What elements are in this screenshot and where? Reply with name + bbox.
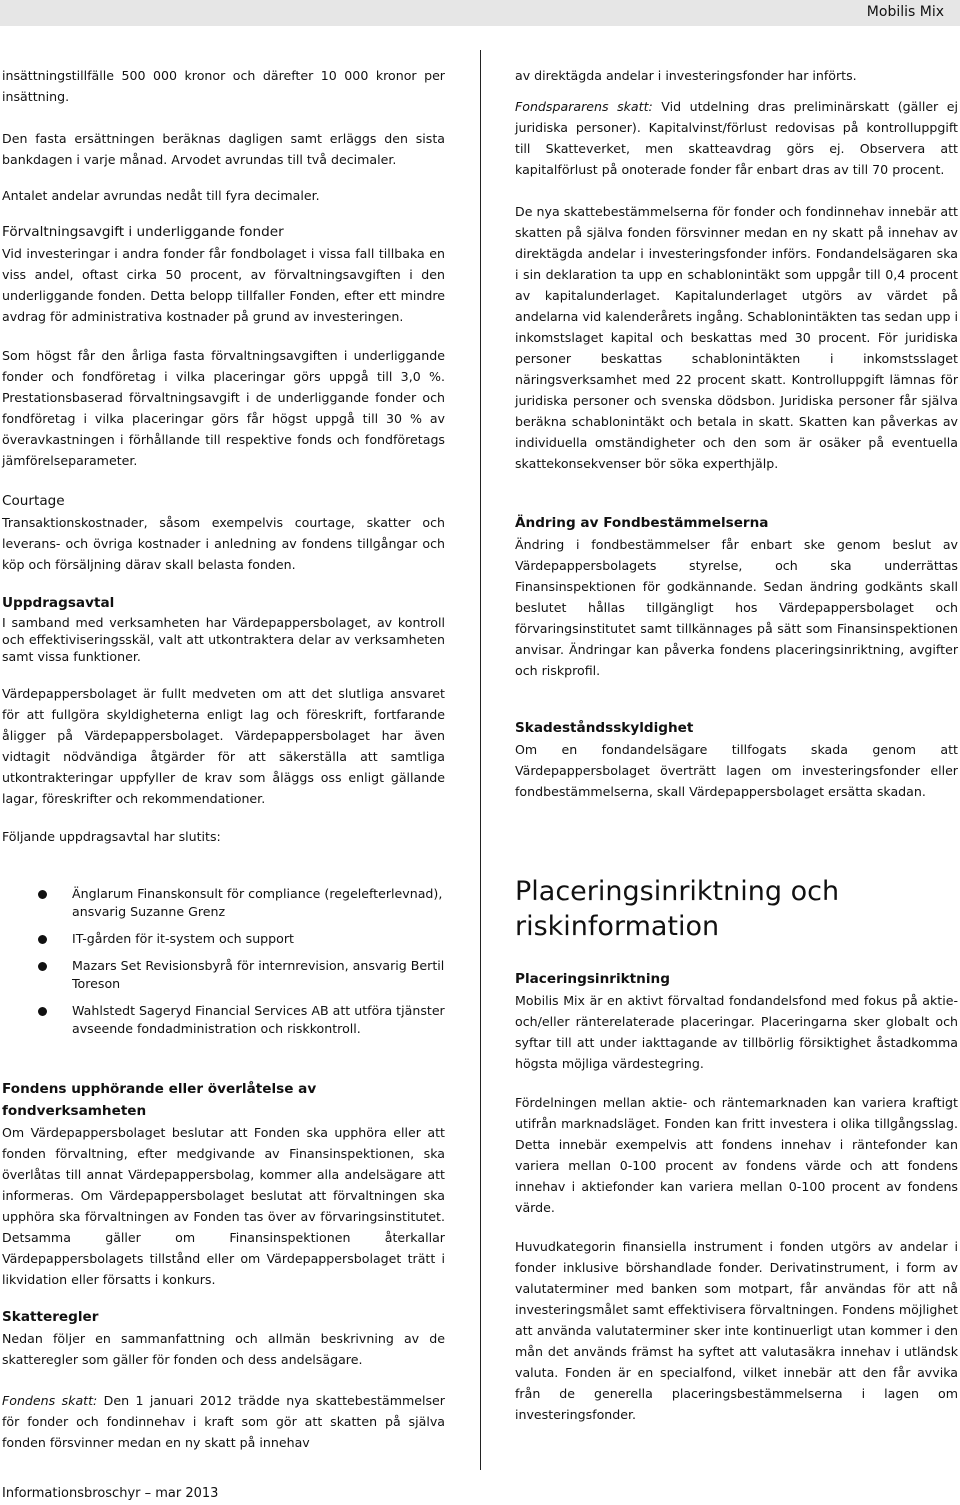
paragraph: Följande uppdragsavtal har slutits: (2, 829, 221, 844)
contract-list (2, 885, 445, 1038)
paragraph (515, 96, 958, 180)
page-title: Placeringsinriktning och riskinformation (515, 876, 840, 942)
paragraph: Mobilis Mix är en aktivt förvaltad fondandelsfond med fokus på aktie- och/eller ränterelaterade placeringar. Placeringarna sker globalt och syftar till att under iakttagande av tillbörlig försiktighet åstadkomma högsta möjliga värdestegring. (515, 993, 958, 1071)
paragraph: Huvudkategorin finansiella instrument i fonden utgörs av andelar i fonder inklusive börshandlade fonder. Derivatinstrument, i form av valutaterminer med banken som motpart, får användas för att nå investeringsmålet samt effektivisera förvaltningen. Fondens möjlighet att använda valutaterminer sker inte kontinuerligt utan kommer i den mån det används främst ha syftet att valutasäkra innehav i utländsk valuta. Fonden är en specialfond, vilket innebär att den får avvika från de generella placeringsbestämmelserna i lagen om investeringsfonder. (515, 1239, 958, 1422)
section-heading-upphorande: Fondens upphörande eller överlåtelse av fondverksamheten (2, 1081, 317, 1119)
paragraph: Den fasta ersättningen beräknas dagligen samt erläggs den sista bankdagen i varje månad. Arvodet avrundas till två decimaler. (2, 131, 445, 167)
inline-label: Fondspararens skatt: (515, 99, 653, 114)
paragraph: Transaktionskostnader, såsom exempelvis courtage, skatter och leverans- och övriga kostnader i anledning av fondens tillgångar och köp och försäljning därav skall belasta fonden. (2, 515, 445, 572)
paragraph: De nya skattebestämmelserna för fonder och fondinnehav innebär att skatten på själva fonden försvinner medan en ny skatt på innehav av direktägda andelar i investeringsfonder införs. Fondandelsägaren ska i sin deklaration ta upp en schablonintäkt som uppgår till 0,4 procent av kapitalunderlaget. Kapitalunderlaget utgörs av värdet på andelarna vid kalenderårets ingång. Schablonintäkten tas sedan upp i inkomstslaget kapital och beskattas med 30 procent. För juridiska personer beskattas schablonintäkten i inkomstsslaget näringsverksamhet med 22 procent skatt. Kontrolluppgift lämnas för juridiska personer och svenska dödsbon. Juridiska personer får själva beräkna schablonintäkt och betala in skatt. Skatten kan påverkas av individuella omständigheter och den som är osäker på eventuella skattekonsekvenser bör söka experthjälp. (515, 204, 958, 471)
inline-label: Fondens skatt: (2, 1393, 98, 1408)
paragraph: I samband med verksamheten har Värdepappersbolaget, av kontroll och effektiviseringsskäl, valt att utkontraktera delar av verksamheten samt vissa funktioner. (2, 615, 445, 664)
section-heading-placeringsinriktning: Placeringsinriktning (515, 971, 670, 987)
paragraph: Ändring i fondbestämmelser får enbart ske genom beslut av Värdepappersbolagets styrelse, och ska underrättas Finansinspektionen för godkännande. Sedan ändring godkänts skall beslutet hållas tillgängligt hos Värdepappersbolaget och förvaringsinstitutet samt tillkännages på sätt som Finansinspektionen anvisar. Ändringar kan påverka fondens placeringsinriktning, avgifter och riskprofil. (515, 537, 958, 678)
paragraph: Fördelningen mellan aktie- och räntemarknaden kan variera kraftigt utifrån marknadsläget. Fonden kan fritt investera i olika tillgångsslag. Detta innebär exempelvis att fondens innehav i räntefonder kan variera mellan 0-100 procent av fondens värde och att fondens innehav i aktiefonder kan variera mellan 0-100 procent av fondens värde. (515, 1095, 958, 1215)
section-heading-uppdragsavtal: Uppdragsavtal (2, 595, 115, 611)
right-column (515, 65, 958, 1425)
page-header (0, 0, 960, 26)
paragraph: Som högst får den årliga fasta förvaltningsavgiften i underliggande fonder och fondföretag i vilka placeringar görs uppgå till 3,0 %. Prestationsbaserad förvaltningsavgift i de underliggande fonder och fondföretag i vilka placeringar görs får högst uppgå till 30 % av överavkastningen i förhållande till respektive fonds och fondföretags jämförelseparameter. (2, 348, 445, 468)
paragraph (2, 1390, 445, 1453)
section-heading-fee: Förvaltningsavgift i underliggande fonder (2, 224, 284, 240)
column-divider (480, 50, 481, 1470)
list-item: Wahlstedt Sageryd Financial Services AB att utföra tjänster avseende fondadministration och riskkontroll. (2, 1002, 445, 1038)
paragraph: Om Värdepappersbolaget beslutar att Fonden ska upphöra eller att fonden förvaltning, efter medgivande av Finansinspektionen, ska överlåtas till annat Värdepappersbolag, kommer alla andelsägare att informeras. Om Värdepappersbolaget beslutat att förvaltningen ska upphöra ska förvaltningen av Fonden tas över av förvaringsinstitutet. Detsamma gäller om Finansinspektionen återkallar Värdepappersbolagets tillstånd eller om Värdepappersbolaget trätt i likvidation eller försatts i konkurs. (2, 1125, 445, 1287)
paragraph: insättningstillfälle 500 000 kronor och därefter 10 000 kronor per insättning. (2, 68, 445, 104)
paragraph-text: Den 1 januari 2012 trädde nya skattebestämmelser för fonder och fondinnehav i kraft som gör att skatten på själva fonden försvinner medan en ny skatt på innehav (2, 1393, 445, 1450)
paragraph: av direktägda andelar i investeringsfonder har införts. (515, 68, 857, 83)
list-item: Änglarum Finanskonsult för compliance (regelefterlevnad), ansvarig Suzanne Grenz (2, 885, 445, 921)
list-item: IT-gården för it-system och support (2, 930, 445, 948)
header-title: Mobilis Mix (866, 4, 944, 20)
paragraph: Värdepappersbolaget är fullt medveten om att det slutliga ansvaret för att fullgöra skyldigheterna enligt lag och föreskrift, fortfarande åligger på Värdepappersbolaget. Värdepappersbolaget har även vidtagit nödvändiga åtgärder för att säkerställa att samtliga utkontrakteringar uppfyller de krav som åläggs oss enligt gällande lagar, föreskrifter och rekommendationer. (2, 686, 445, 806)
list-item: Mazars Set Revisionsbyrå för internrevision, ansvarig Bertil Toreson (2, 957, 445, 993)
paragraph: Antalet andelar avrundas nedåt till fyra decimaler. (2, 188, 320, 203)
footer-text: Informationsbroschyr – mar 2013 (2, 1486, 219, 1501)
paragraph-text: Vid utdelning dras preliminärskatt (gäller ej juridiska personer). Kapitalvinst/förlust redovisas på kontrolluppgift till Skatteverket, men skatteavdrag görs ej. Observera att kapitalförlust på onoterade fonder får enbart dras av till 70 procent. (515, 99, 958, 177)
paragraph: Om en fondandelsägare tillfogats skada genom att Värdepappersbolaget överträtt lagen om investeringsfonder eller fondbestämmelserna, skall Värdepappersbolaget ersätta skadan. (515, 742, 958, 799)
section-heading-skadestand: Skadeståndsskyldighet (515, 720, 694, 736)
section-heading-andring: Ändring av Fondbestämmelserna (515, 515, 769, 531)
paragraph: Nedan följer en sammanfattning och allmän beskrivning av de skatteregler som gäller för fonden och dess andelsägare. (2, 1331, 445, 1367)
left-column (2, 65, 445, 1453)
section-heading-courtage: Courtage (2, 493, 65, 509)
section-heading-skatteregler: Skatteregler (2, 1309, 99, 1325)
paragraph: Vid investeringar i andra fonder får fondbolaget i vissa fall tillbaka en viss andel, oftast cirka 50 procent, av förvaltningsavgiften i den underliggande fonden. Detta belopp tillfaller Fonden, efter ett mindre avdrag för administrativa kostnader på grund av investeringen. (2, 246, 445, 324)
